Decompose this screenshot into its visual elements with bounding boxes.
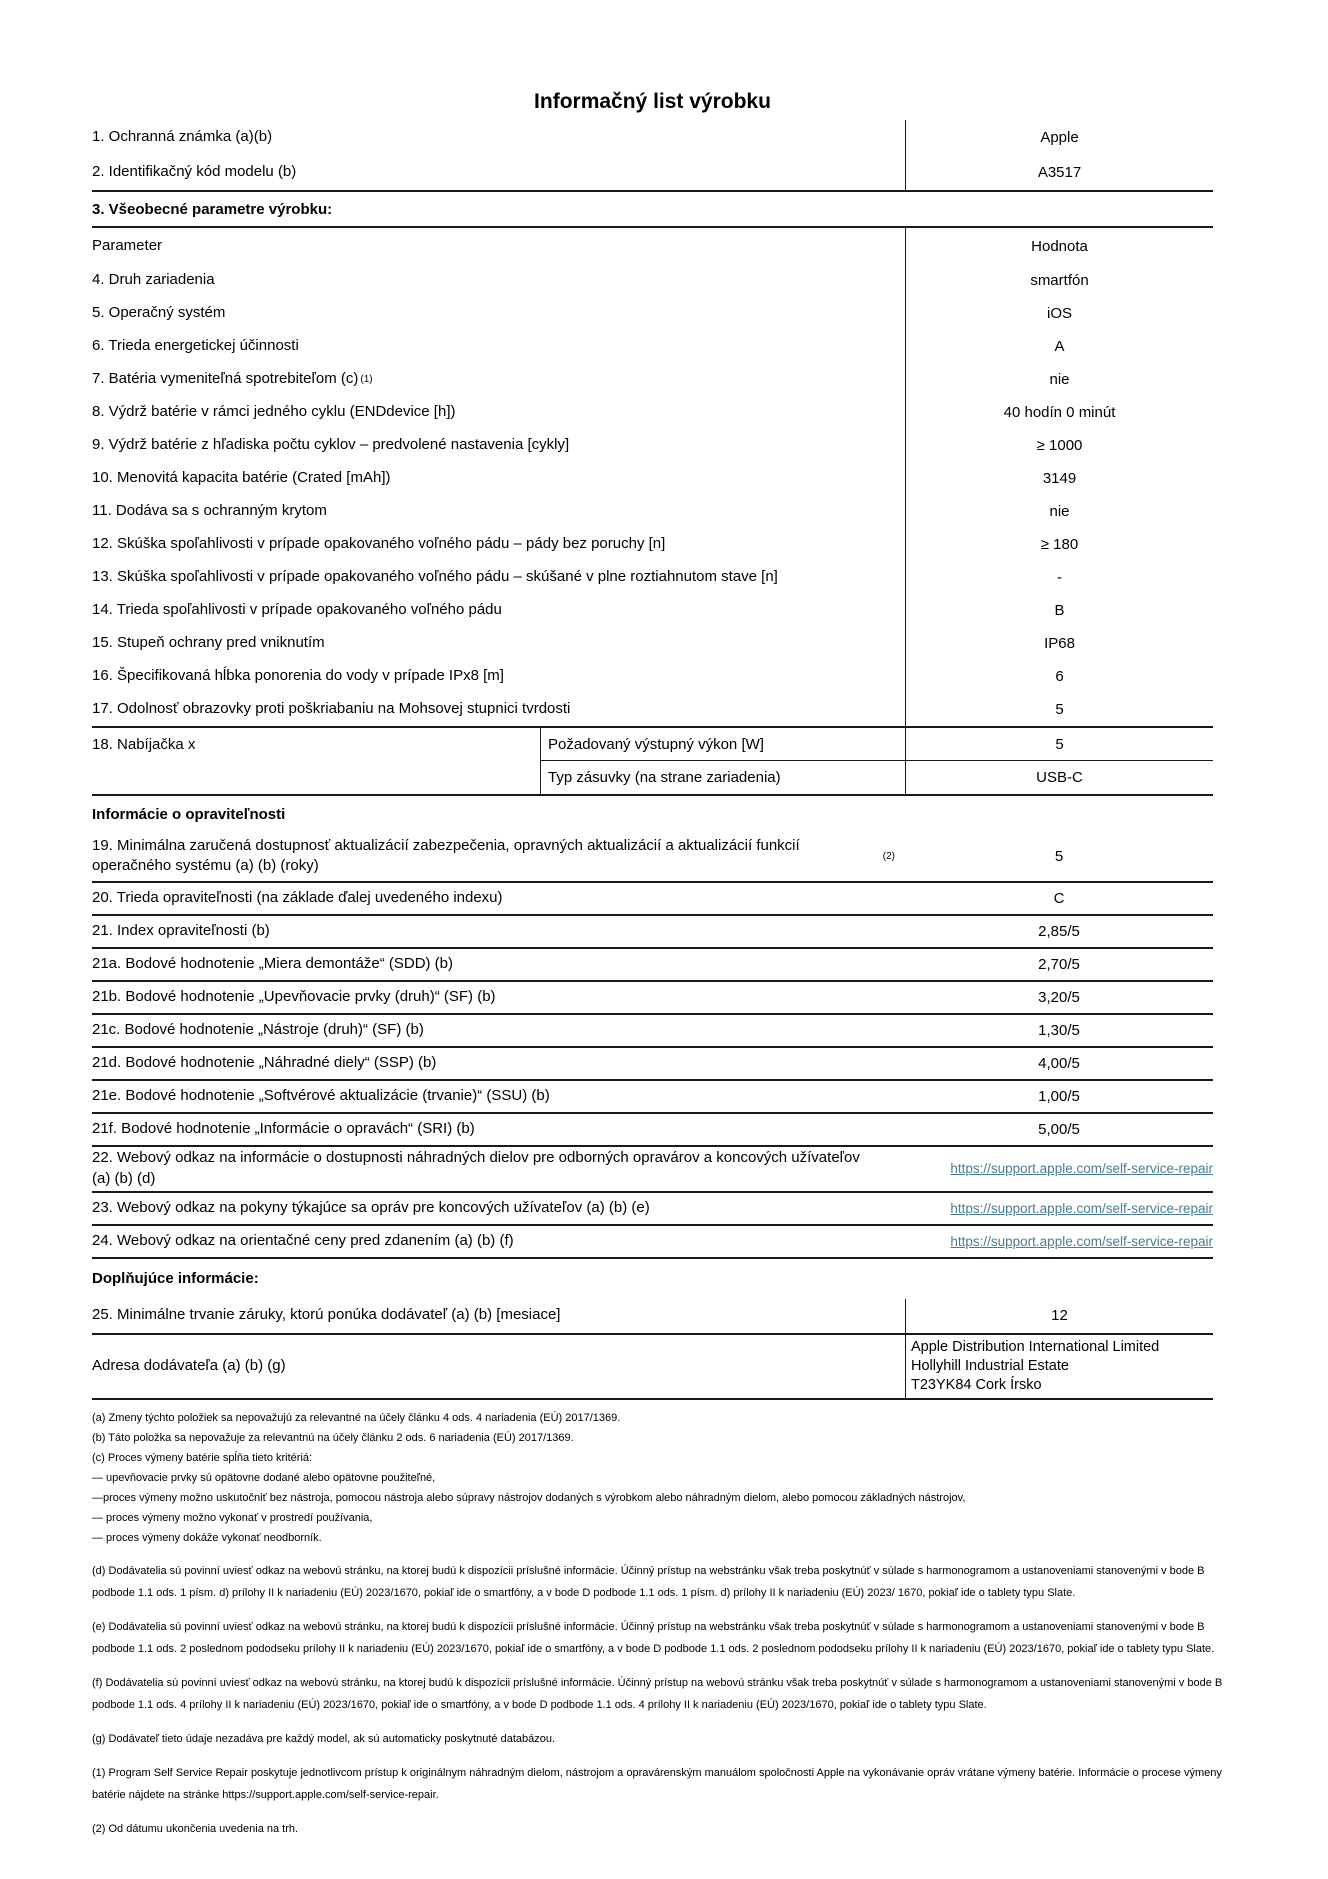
product-info-sheet — [92, 0, 1223, 1840]
table-row — [92, 561, 1213, 594]
row-label — [92, 627, 905, 660]
row-label — [92, 561, 905, 594]
warranty-label: 25. Minimálne trvanie záruky, ktorú ponúka dodávateľ (a) (b) [mesiace] — [92, 1306, 561, 1324]
link-rows — [92, 1147, 1213, 1259]
param-header-value: Hodnota — [905, 228, 1213, 264]
warranty-value: 12 — [905, 1299, 1213, 1333]
row-label-text: 24. Webový odkaz na orientačné ceny pred zdanením (a) (b) (f) — [92, 1231, 514, 1249]
row-value: 40 hodín 0 minút — [905, 396, 1213, 429]
param-rows — [92, 264, 1213, 726]
table-row — [92, 495, 1213, 528]
table-row — [92, 594, 1213, 627]
table-row — [92, 462, 1213, 495]
support-link[interactable]: https://support.apple.com/self-service-repair — [950, 1200, 1213, 1216]
row-value: 1,00/5 — [1038, 1087, 1080, 1105]
row-label-text: 15. Stupeň ochrany pred vniknutím — [92, 634, 325, 652]
table-row — [92, 627, 1213, 660]
row-value: 6 — [905, 660, 1213, 693]
row-value: A3517 — [905, 155, 1213, 190]
footnote-paragraph: (1) Program Self Service Repair poskytuje jednotlivcom prístup k originálnym náhradným dielom, nástrojom a opravárenským manuálom spoločnosti Apple na vykonávanie opráv vrátane výmeny batérie. Informácie o procese výmeny batérie nájdete na stránke https://support.apple.com/self-service-repair. — [92, 1766, 1222, 1801]
row-label — [92, 1015, 905, 1046]
row-label-text: 21c. Bodové hodnotenie „Nástroje (druh)“ (SF) (b) — [92, 1020, 424, 1038]
table-row — [92, 1081, 1213, 1114]
charger-sub-value: USB-C — [905, 761, 1213, 794]
table-row — [92, 1226, 1213, 1259]
table-row — [92, 429, 1213, 462]
row-label-text: 21a. Bodové hodnotenie „Miera demontáže“ (SDD) (b) — [92, 954, 454, 972]
row-label — [92, 297, 905, 330]
section-general-title: 3. Všeobecné parametre výrobku: — [92, 200, 333, 218]
row-label — [92, 982, 905, 1013]
row-label — [92, 693, 905, 726]
section-additional-title: Doplňujúce informácie: — [92, 1270, 259, 1287]
row-label — [92, 1114, 905, 1145]
row-label-text: 19. Minimálna zaručená dostupnosť aktualizácií zabezpečenia, opravných aktualizácií a aktualizácií funkcií operačného systému (a) (b) (roky) — [92, 837, 800, 875]
support-link[interactable]: https://support.apple.com/self-service-repair — [950, 1233, 1213, 1249]
row-value: nie — [905, 363, 1213, 396]
row-label — [92, 1193, 891, 1224]
row-label — [92, 916, 905, 947]
row-value: - — [905, 561, 1213, 594]
row-link-cell — [891, 1226, 1213, 1257]
footnote-paragraph: (e) Dodávatelia sú povinní uviesť odkaz na webovú stránku, na ktorej budú k dispozícii príslušné informácie. Účinný prístup na webstránku však treba poskytnúť v súlade s harmonogramom a ustanoveniami stanovenými v bode B podbode 1.1 ods. 2 poslednom pododseku prílohy II k nariadeniu (EÚ) 2023/1670, pokiaľ ide o smartfóny, a v bode D podbode 1.1 ods. 2 poslednom pododseku prílohy II k nariadeniu (EÚ) 2023/1670, pokiaľ ide o tablety typu Slate. — [92, 1620, 1215, 1655]
table-row — [92, 1015, 1213, 1048]
row-label-text: 13. Skúška spoľahlivosti v prípade opakovaného voľného pádu – skúšané v plne roztiahnutom stave [n] — [92, 568, 778, 586]
row-label — [92, 429, 905, 462]
row-label — [92, 1081, 905, 1112]
table-row — [92, 1114, 1213, 1147]
charger-sub-label: Požadovaný výstupný výkon [W] — [548, 735, 764, 753]
footnote-line: (b) Táto položka sa nepovažuje za relevantnú na účely článku 2 ods. 6 nariadenia (EÚ) 2017/1369. — [92, 1431, 574, 1444]
row-value: 2,85/5 — [1038, 922, 1080, 940]
row-label — [92, 330, 905, 363]
table-row — [92, 693, 1213, 726]
table-row — [92, 120, 1213, 155]
table-row — [92, 155, 1213, 190]
row-value: nie — [905, 495, 1213, 528]
row-value: 5,00/5 — [1038, 1120, 1080, 1138]
table-row — [92, 528, 1213, 561]
row-value: 1,30/5 — [1038, 1021, 1080, 1039]
row-label — [92, 832, 905, 881]
row-value: 3149 — [905, 462, 1213, 495]
section-repairability-title: Informácie o opraviteľnosti — [92, 805, 286, 823]
table-row — [92, 832, 1213, 883]
footnote-line: — proces výmeny dokáže vykonať neodborník. — [92, 1531, 322, 1544]
row-value: 2,70/5 — [1038, 955, 1080, 973]
row-label: 2. Identifikačný kód modelu (b) — [92, 163, 297, 181]
footnote-paragraph: (2) Od dátumu ukončenia uvedenia na trh. — [92, 1822, 299, 1835]
row-label — [92, 594, 905, 627]
row-value: 4,00/5 — [1038, 1054, 1080, 1072]
support-link[interactable]: https://support.apple.com/self-service-repair — [950, 1161, 1213, 1176]
row-label-text: 7. Batéria vymeniteľná spotrebiteľom (c) — [92, 370, 359, 388]
table-row — [92, 297, 1213, 330]
table-row — [541, 761, 1213, 794]
row-label — [92, 363, 905, 396]
row-label — [92, 1147, 891, 1191]
row-label-text: 11. Dodáva sa s ochranným krytom — [92, 502, 327, 520]
table-row — [92, 883, 1213, 916]
row-label — [92, 264, 905, 297]
row-label-text: 23. Webový odkaz na pokyny týkajúce sa opráv pre koncových užívateľov (a) (b) (e) — [92, 1198, 650, 1216]
row-value: iOS — [905, 297, 1213, 330]
footnote-line: — proces výmeny možno vykonať v prostredí používania, — [92, 1511, 373, 1524]
footnotes-paragraphs — [92, 1560, 1244, 1840]
row-value: IP68 — [905, 627, 1213, 660]
row-label-text: 21f. Bodové hodnotenie „Informácie o opravách“ (SRI) (b) — [92, 1119, 475, 1137]
charger-sub-label: Typ zásuvky (na strane zariadenia) — [548, 769, 781, 786]
row-label-text: 20. Trieda opraviteľnosti (na základe ďalej uvedeného indexu) — [92, 888, 503, 906]
footnotes-simple — [92, 1408, 1244, 1548]
charger-label: 18. Nabíjačka x — [92, 736, 196, 753]
row-label-text: 4. Druh zariadenia — [92, 271, 215, 289]
row-value: A — [905, 330, 1213, 363]
identity-rows — [92, 120, 1213, 192]
param-header-row — [92, 228, 1213, 264]
footnote-line: — upevňovacie prvky sú opätovne dodané alebo opätovne použiteľné, — [92, 1471, 436, 1484]
row-label — [92, 462, 905, 495]
row-link-cell — [891, 1147, 1213, 1191]
row-label — [92, 1048, 905, 1079]
footnote-superscript: (2) — [882, 850, 895, 862]
footnotes — [92, 1408, 1244, 1840]
charger-sub-table — [540, 728, 1213, 794]
row-label — [92, 528, 905, 561]
param-header-label: Parameter — [92, 236, 163, 254]
table-row — [92, 1147, 1213, 1193]
row-label-text: 21b. Bodové hodnotenie „Upevňovacie prvky (druh)“ (SF) (b) — [92, 987, 496, 1005]
row-value: 3,20/5 — [1038, 988, 1080, 1006]
row-value: 5 — [1054, 847, 1064, 865]
supplier-address-label: Adresa dodávateľa (a) (b) (g) — [92, 1356, 286, 1374]
table-row — [541, 728, 1213, 761]
table-row — [92, 916, 1213, 949]
row-label-text: 14. Trieda spoľahlivosti v prípade opakovaného voľného pádu — [92, 601, 502, 619]
footnote-paragraph: (f) Dodávatelia sú povinní uviesť odkaz na webovú stránku, na ktorej budú k dispozícii príslušné informácie. Účinný prístup na webovú stránku však treba poskytnúť v súlade s harmonogramom a ustanoveniami stanovenými v bode B podbode 1.1 ods. 4 prílohy II k nariadeniu (EÚ) 2023/1670, pokiaľ ide o smartfóny, a v bode D podbode 1.1 ods. 4 prílohy II k nariadeniu (EÚ) 2023/1670, pokiaľ ide o tablety typu Slate. — [92, 1676, 1223, 1711]
row-label: 1. Ochranná známka (a)(b) — [92, 128, 273, 146]
address-line: Apple Distribution International Limited — [911, 1338, 1160, 1355]
table-row — [92, 949, 1213, 982]
row-label — [92, 660, 905, 693]
row-label-text: 17. Odolnosť obrazovky proti poškriabaniu na Mohsovej stupnici tvrdosti — [92, 700, 571, 718]
row-label-text: 5. Operačný systém — [92, 304, 226, 322]
row-label — [92, 883, 905, 914]
row-label-text: 21e. Bodové hodnotenie „Softvérové aktualizácie (trvanie)“ (SSU) (b) — [92, 1086, 550, 1104]
row-label-text: 16. Špecifikovaná hĺbka ponorenia do vody v prípade IPx8 [m] — [92, 667, 504, 685]
row-label-text: 21d. Bodové hodnotenie „Náhradné diely“ (SSP) (b) — [92, 1053, 437, 1071]
row-value: ≥ 1000 — [905, 429, 1213, 462]
row-label-text: 8. Výdrž batérie v rámci jedného cyklu (ENDdevice [h]) — [92, 403, 456, 421]
row-label-text: 22. Webový odkaz na informácie o dostupnosti náhradných dielov pre odborných opravárov a koncových užívateľov (a) (b) (d) — [92, 1149, 860, 1187]
row-value: Apple — [905, 120, 1213, 155]
table-row — [92, 982, 1213, 1015]
row-label-text: 9. Výdrž batérie z hľadiska počtu cyklov – predvolené nastavenia [cykly] — [92, 436, 570, 454]
warranty-row — [92, 1299, 1213, 1335]
row-value: ≥ 180 — [905, 528, 1213, 561]
footnote-paragraph: (d) Dodávatelia sú povinní uviesť odkaz na webovú stránku, na ktorej budú k dispozícii príslušné informácie. Účinný prístup na webstránku však treba poskytnúť v súlade s harmonogramom a ustanoveniami stanovenými v bode B podbode 1.1 ods. 1 písm. d) prílohy II k nariadeniu (EÚ) 2023/1670, pokiaľ ide o smartfóny, a v bode D podbode 1.1 ods. 1 písm. d) prílohy II k nariadeniu (EÚ) 2023/ 1670, pokiaľ ide o tablety typu Slate. — [92, 1564, 1205, 1599]
address-line: T23YK84 Cork Írsko — [911, 1376, 1042, 1393]
address-line: Hollyhill Industrial Estate — [911, 1357, 1069, 1374]
row-value: smartfón — [905, 264, 1213, 297]
table-row — [92, 660, 1213, 693]
table-row — [92, 396, 1213, 429]
footnote-line: —proces výmeny možno uskutočniť bez nástroja, pomocou nástroja alebo súpravy nástrojov dodaných s výrobkom alebo náhradným dielom, alebo pomocou základných nástrojov, — [92, 1491, 966, 1504]
charger-row — [92, 726, 1213, 796]
table-row — [92, 1048, 1213, 1081]
repair-rows — [92, 832, 1213, 1147]
supplier-address-value — [905, 1335, 1213, 1398]
charger-sub-value: 5 — [905, 728, 1213, 760]
section-repairability — [92, 796, 1213, 832]
footnote-line: (c) Proces výmeny batérie spĺňa tieto kritériá: — [92, 1451, 313, 1464]
footnote-superscript: (1) — [360, 373, 373, 385]
row-label-text: 10. Menovitá kapacita batérie (Crated [mAh]) — [92, 469, 391, 487]
row-link-cell — [891, 1193, 1213, 1224]
row-label — [92, 396, 905, 429]
footnote-line: (a) Zmeny týchto položiek sa nepovažujú za relevantné na účely článku 4 ods. 4 nariadenia (EÚ) 2017/1369. — [92, 1411, 621, 1424]
table-row — [92, 363, 1213, 396]
section-additional — [92, 1259, 1213, 1299]
row-value: 5 — [905, 693, 1213, 726]
row-label-text: 12. Skúška spoľahlivosti v prípade opakovaného voľného pádu – pády bez poruchy [n] — [92, 535, 666, 553]
page-title: Informačný list výrobku — [534, 90, 771, 113]
row-label — [92, 1226, 891, 1257]
row-label — [92, 495, 905, 528]
table-row — [92, 330, 1213, 363]
table-row — [92, 1193, 1213, 1226]
row-label — [92, 949, 905, 980]
supplier-address-row — [92, 1335, 1213, 1400]
section-general-parameters — [92, 192, 1213, 228]
row-value: B — [905, 594, 1213, 627]
footnote-paragraph: (g) Dodávateľ tieto údaje nezadáva pre každý model, ak sú automaticky poskytnuté databázou. — [92, 1732, 556, 1745]
row-value: C — [1053, 889, 1065, 907]
row-label-text: 21. Index opraviteľnosti (b) — [92, 921, 270, 939]
table-row — [92, 264, 1213, 297]
row-label-text: 6. Trieda energetickej účinnosti — [92, 337, 299, 355]
